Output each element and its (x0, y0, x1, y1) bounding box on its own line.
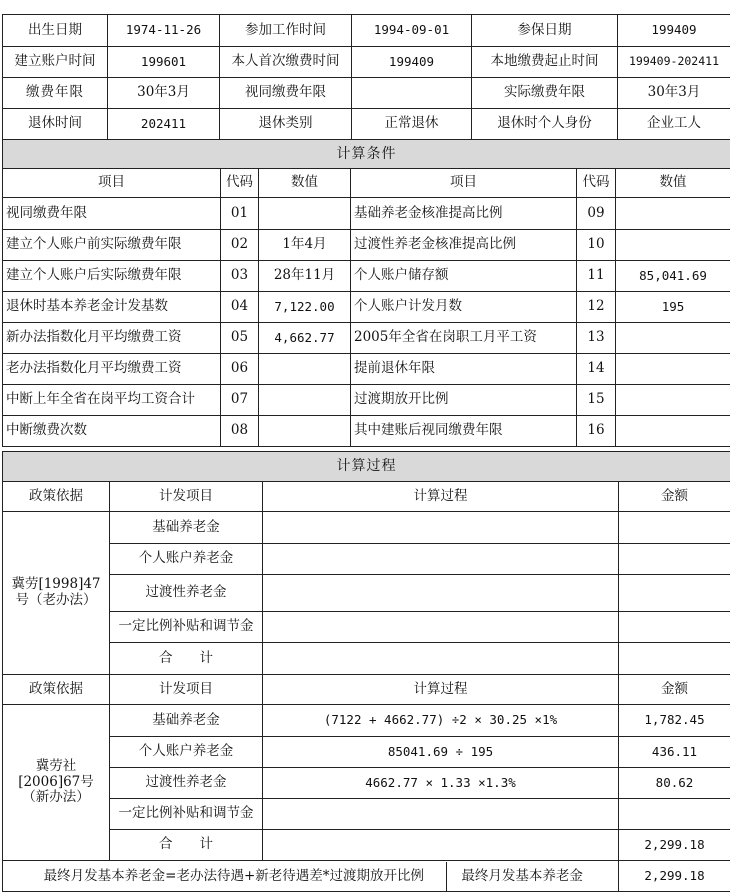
cropped-title-strip (0, 0, 730, 14)
condition-item: 退休时基本养老金计发基数 (3, 292, 221, 323)
conditions-header-row (3, 169, 730, 198)
condition-value: 4,662.77 (259, 323, 351, 354)
condition-code: 03 (221, 261, 259, 292)
condition-row (3, 323, 730, 354)
condition-row (3, 385, 730, 416)
condition-code: 13 (577, 323, 616, 354)
condition-value (616, 230, 730, 261)
new-calc (263, 830, 619, 861)
policy-header: 政策依据 (3, 482, 110, 512)
old-calc (263, 643, 619, 675)
old-item: 个人账户养老金 (110, 544, 263, 575)
new-item: 一定比例补贴和调节金 (110, 799, 263, 830)
new-row (3, 830, 730, 861)
new-policy-basis: 冀劳社[2006]67号（新办法） (3, 705, 110, 861)
condition-item: 中断上年全省在岗平均工资合计 (3, 385, 221, 416)
left-value-header: 数值 (259, 169, 351, 198)
old-item: 合 计 (110, 643, 263, 675)
condition-item: 中断缴费次数 (3, 416, 221, 447)
amount-header: 金额 (619, 482, 730, 512)
old-row (3, 575, 730, 612)
condition-value (259, 354, 351, 385)
new-row (3, 799, 730, 830)
condition-code: 11 (577, 261, 616, 292)
final-pension-label: 最终月发基本养老金 (446, 862, 597, 891)
condition-value: 85,041.69 (616, 261, 730, 292)
condition-item: 个人账户储存额 (351, 261, 577, 292)
condition-value: 195 (616, 292, 730, 323)
old-item: 一定比例补贴和调节金 (110, 612, 263, 643)
condition-code: 06 (221, 354, 259, 385)
old-calc (263, 575, 619, 612)
deemed-years-value (352, 78, 472, 109)
old-header-row (3, 482, 730, 512)
work-start-label: 参加工作时间 (220, 15, 352, 47)
conditions-table (2, 139, 730, 447)
condition-item: 建立个人账户后实际缴费年限 (3, 261, 221, 292)
condition-value (259, 385, 351, 416)
left-item-header: 项目 (3, 169, 221, 198)
condition-item: 提前退休年限 (351, 354, 577, 385)
condition-code: 02 (221, 230, 259, 261)
actual-years-label: 实际缴费年限 (472, 78, 618, 109)
condition-code: 05 (221, 323, 259, 354)
identity-label: 退休时个人身份 (472, 109, 618, 140)
condition-item: 新办法指数化月平均缴费工资 (3, 323, 221, 354)
new-calc: (7122 + 4662.77) ÷2 × 30.25 ×1% (263, 705, 619, 737)
condition-item: 2005年全省在岗职工月平工资 (351, 323, 577, 354)
condition-value: 1年4月 (259, 230, 351, 261)
condition-row (3, 261, 730, 292)
new-item: 过渡性养老金 (110, 768, 263, 799)
condition-value (616, 416, 730, 447)
local-period-label: 本地缴费起止时间 (472, 47, 618, 78)
local-period-value: 199409-202411 (618, 47, 730, 78)
payment-years-label: 缴费年限 (3, 78, 108, 109)
old-amount (619, 544, 730, 575)
old-amount (619, 643, 730, 675)
insured-date-label: 参保日期 (472, 15, 618, 47)
new-item: 个人账户养老金 (110, 737, 263, 768)
payment-years-value: 30年3月 (108, 78, 220, 109)
condition-value: 7,122.00 (259, 292, 351, 323)
final-pension-value: 2,299.18 (619, 861, 730, 892)
retire-type-value: 正常退休 (352, 109, 472, 140)
new-amount (619, 799, 730, 830)
policy-header: 政策依据 (3, 675, 110, 705)
retire-type-label: 退休类别 (220, 109, 352, 140)
identity-value: 企业工人 (618, 109, 730, 140)
final-formula (3, 861, 619, 892)
condition-item: 视同缴费年限 (3, 198, 221, 230)
new-amount: 1,782.45 (619, 705, 730, 737)
new-amount: 436.11 (619, 737, 730, 768)
old-row (3, 643, 730, 675)
old-item: 过渡性养老金 (110, 575, 263, 612)
old-calc (263, 512, 619, 544)
old-row (3, 544, 730, 575)
condition-item: 老办法指数化月平均缴费工资 (3, 354, 221, 385)
first-payment-value: 199409 (352, 47, 472, 78)
personal-info-table (2, 14, 730, 140)
condition-row (3, 198, 730, 230)
condition-item: 过渡性养老金核准提高比例 (351, 230, 577, 261)
info-row-3 (3, 78, 730, 109)
conditions-title: 计算条件 (3, 140, 730, 169)
calc-header: 计算过程 (263, 482, 619, 512)
insured-date-value: 199409 (618, 15, 730, 47)
old-amount (619, 612, 730, 643)
account-time-value: 199601 (108, 47, 220, 78)
work-start-value: 1994-09-01 (352, 15, 472, 47)
calc-header: 计算过程 (263, 675, 619, 705)
footer-row (3, 861, 730, 892)
condition-item: 其中建账后视同缴费年限 (351, 416, 577, 447)
left-code-header: 代码 (221, 169, 259, 198)
info-row-4 (3, 109, 730, 140)
condition-row (3, 416, 730, 447)
account-time-label: 建立账户时间 (3, 47, 108, 78)
old-amount (619, 512, 730, 544)
info-row-2 (3, 47, 730, 78)
birth-date-label: 出生日期 (3, 15, 108, 47)
condition-code: 08 (221, 416, 259, 447)
new-header-row (3, 675, 730, 705)
old-row (3, 512, 730, 544)
condition-code: 04 (221, 292, 259, 323)
condition-item: 过渡期放开比例 (351, 385, 577, 416)
condition-value (259, 416, 351, 447)
condition-item: 基础养老金核准提高比例 (351, 198, 577, 230)
new-calc (263, 799, 619, 830)
birth-date-value: 1974-11-26 (108, 15, 220, 47)
condition-code: 10 (577, 230, 616, 261)
old-row (3, 612, 730, 643)
old-calc (263, 612, 619, 643)
new-row (3, 737, 730, 768)
amount-header: 金额 (619, 675, 730, 705)
new-row (3, 768, 730, 799)
final-formula-text: 最终月发基本养老金=老办法待遇+新老待遇差*过渡期放开比例 (24, 869, 444, 885)
old-amount (619, 575, 730, 612)
condition-item: 个人账户计发月数 (351, 292, 577, 323)
actual-years-value: 30年3月 (618, 78, 730, 109)
condition-value (616, 354, 730, 385)
info-row-1 (3, 15, 730, 47)
condition-value (616, 198, 730, 230)
old-item: 基础养老金 (110, 512, 263, 544)
condition-code: 12 (577, 292, 616, 323)
new-amount: 80.62 (619, 768, 730, 799)
new-total-amount: 2,299.18 (619, 830, 730, 861)
first-payment-label: 本人首次缴费时间 (220, 47, 352, 78)
condition-code: 16 (577, 416, 616, 447)
new-calc: 4662.77 × 1.33 ×1.3% (263, 768, 619, 799)
condition-row (3, 230, 730, 261)
right-item-header: 项目 (351, 169, 577, 198)
process-table (2, 451, 730, 892)
condition-code: 15 (577, 385, 616, 416)
condition-value (616, 385, 730, 416)
old-calc (263, 544, 619, 575)
condition-item: 建立个人账户前实际缴费年限 (3, 230, 221, 261)
condition-code: 09 (577, 198, 616, 230)
old-policy-basis: 冀劳[1998]47号（老办法） (3, 512, 110, 675)
retire-time-value: 202411 (108, 109, 220, 140)
condition-code: 14 (577, 354, 616, 385)
condition-code: 07 (221, 385, 259, 416)
condition-value: 28年11月 (259, 261, 351, 292)
retire-time-label: 退休时间 (3, 109, 108, 140)
item-header: 计发项目 (110, 482, 263, 512)
right-code-header: 代码 (577, 169, 616, 198)
new-calc: 85041.69 ÷ 195 (263, 737, 619, 768)
condition-row (3, 292, 730, 323)
item-header: 计发项目 (110, 675, 263, 705)
condition-value (259, 198, 351, 230)
condition-row (3, 354, 730, 385)
condition-value (616, 323, 730, 354)
condition-code: 01 (221, 198, 259, 230)
process-title: 计算过程 (3, 452, 730, 482)
new-item: 基础养老金 (110, 705, 263, 737)
new-row (3, 705, 730, 737)
deemed-years-label: 视同缴费年限 (220, 78, 352, 109)
right-value-header: 数值 (616, 169, 730, 198)
new-item: 合 计 (110, 830, 263, 861)
